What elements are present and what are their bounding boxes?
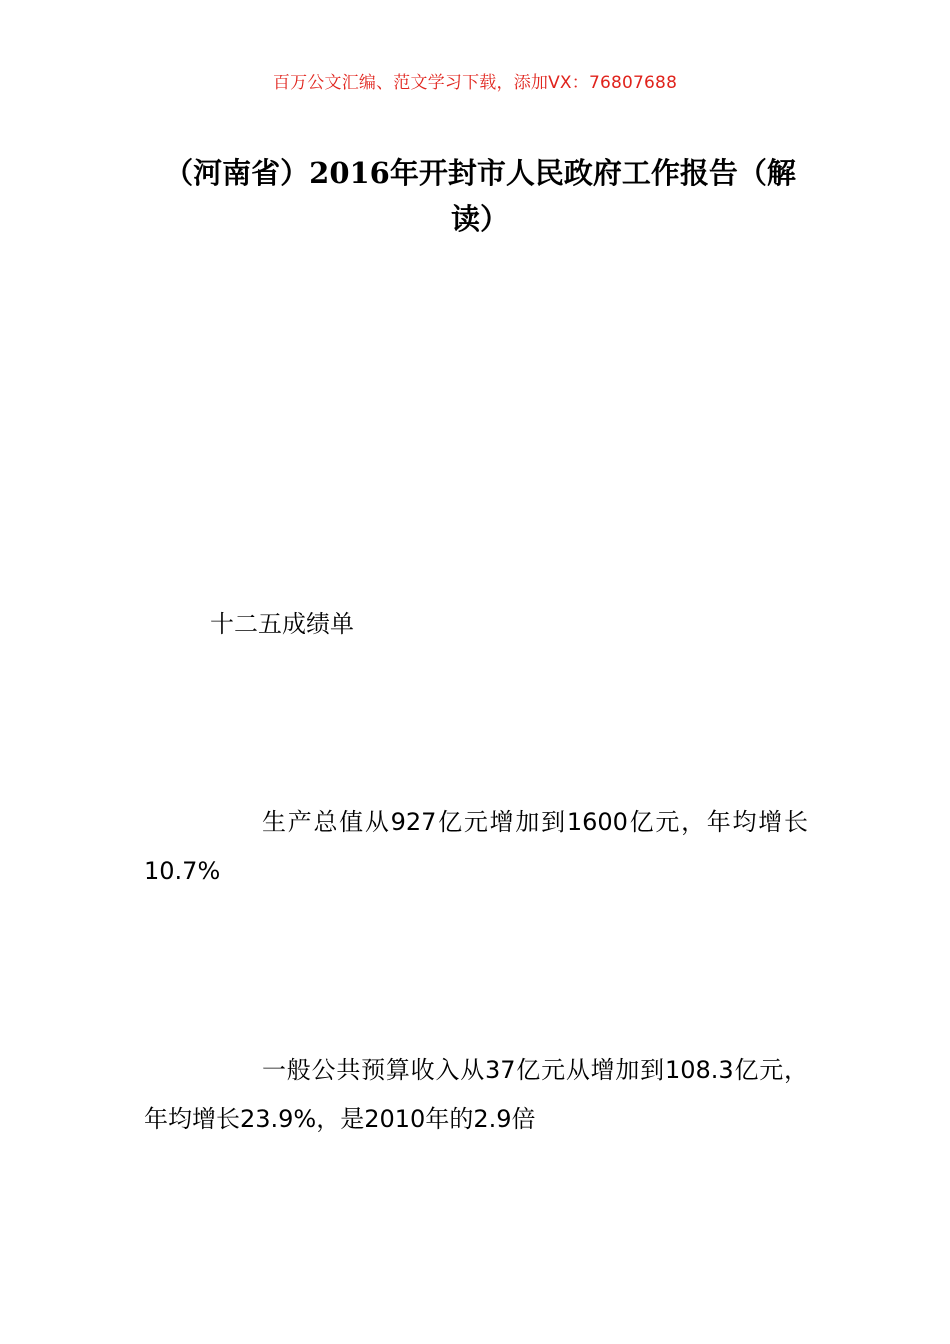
document-title: （河南省）2016年开封市人民政府工作报告（解读） — [164, 156, 796, 236]
section-heading: 十二五成绩单 — [210, 610, 354, 638]
paragraph-budget-revenue: 一般公共预算收入从37亿元从增加到108.3亿元，年均增长23.9%，是2010年的2.9倍 — [144, 1056, 808, 1133]
header-watermark-note: 百万公文汇编、范文学习下载，添加VX：76807688 — [272, 73, 678, 93]
paragraph-gdp: 生产总值从927亿元增加到1600亿元，年均增长10.7% — [144, 808, 808, 885]
